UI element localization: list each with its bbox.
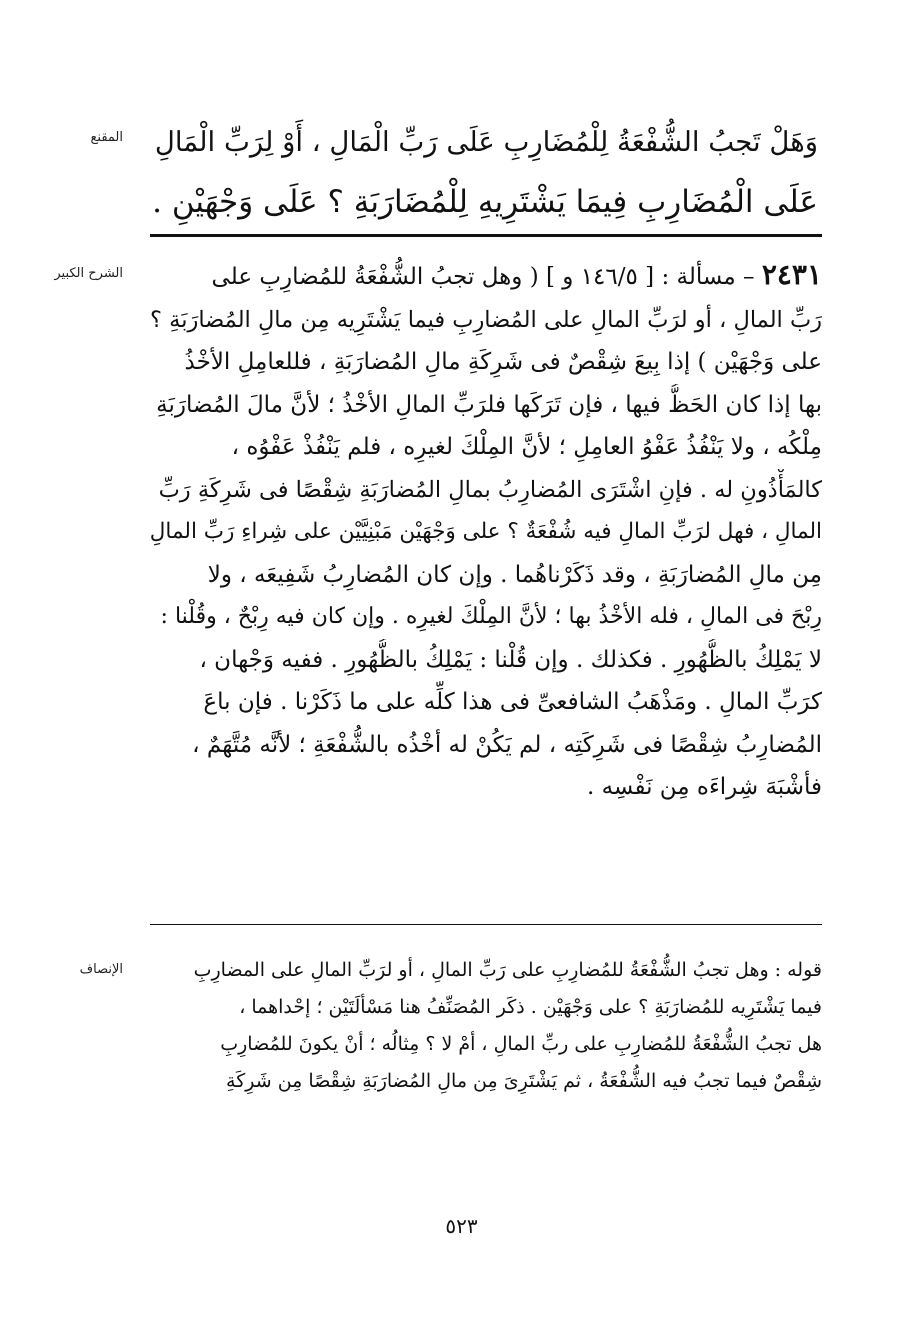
footnote-divider <box>150 924 822 925</box>
sharh-line: المُضارِبُ شِقْصًا فى شَرِكَتِه ، لم يَكُنْ له أخْذُه بالشُّفْعَةِ ؛ لأنَّه مُتَّهَمٌ ، <box>192 731 822 758</box>
insaf-line: فيما يَشْتَرِيه للمُضارَبَةِ ؟ على وَجْهَيْن . ذكَر المُصَنِّفُ هنا مَسْألَتَيْن ؛ إحْداهما ، <box>239 996 822 1018</box>
sharh-line: لا يَمْلِكُ بالظُّهُورِ . فكذلك . وإن قُلْنا : يَمْلِكُ بالظُّهُورِ . ففيه وَجْهان ، <box>199 646 822 673</box>
muqni-text <box>150 112 818 232</box>
sharh-line: المالِ ، فهل لرَبِّ المالِ فيه شُفْعَةٌ ؟ على وَجْهَيْن مَبْنِيَّيْن على شِراءِ رَبِّ المالِ <box>150 519 822 544</box>
muqni-line: وَهَلْ تَجبُ الشُّفْعَةُ لِلْمُضَارِبِ عَلَى رَبِّ الْمَالِ ، أَوْ لِرَبِّ الْمَالِ <box>154 126 818 158</box>
section-divider <box>150 234 822 237</box>
sharh-line: رَبِّ المالِ ، أو لرَبِّ المالِ على المُضارِبِ فيما يَشْتَرِيه مِن مالِ المُضارَبَةِ ؟ <box>150 306 822 333</box>
sharh-line: كالمَأْذُونِ له . فإنِ اشْتَرَى المُضارِبُ بمالِ المُضارَبَةِ شِقْصًا فى شَرِكَةِ رَبِّ <box>158 476 822 503</box>
page-number: ٥٢٣ <box>445 1214 478 1238</box>
sharh-line: مِلْكُه ، ولا يَنْفُذُ عَفْوُ العامِلِ ؛ لأنَّ المِلْكَ لغيرِه ، فلم يَنْفُذْ عَفْوُه ، <box>231 434 822 460</box>
sharh-line: – مسألة : [ ١٤٦/٥ و ] ( وهل تجبُ الشُّفْعَةُ للمُضارِبِ على <box>211 264 762 290</box>
sharh-label: الشرح الكبير <box>54 266 123 281</box>
sharh-line: مِن مالِ المُضارَبَةِ ، وقد ذَكَرْناهُما . وإن كان المُضارِبُ شَفِيعَه ، ولا <box>207 561 822 588</box>
muqni-line: عَلَى الْمُضَارِبِ فِيمَا يَشْتَرِيهِ لِلْمُضَارَبَةِ ؟ عَلَى وَجْهَيْنِ . <box>152 184 818 220</box>
insaf-line: قوله : وهل تجبُ الشُّفْعَةُ للمُضارِبِ على رَبِّ المالِ ، أو لرَبِّ المالِ على المضارِبِ <box>193 959 822 981</box>
sharh-line: فأشْبَهَ شِراءَه مِن نَفْسِه . <box>586 774 822 800</box>
insaf-line: هل تجبُ الشُّفْعَةُ للمُضارِبِ على ربِّ المالِ ، أمْ لا ؟ مِثالُه ؛ أنْ يكونَ للمُضارِبِ <box>220 1033 822 1055</box>
sharh-line: على وَجْهَيْن ) إذا بِيعَ شِقْصٌ فى شَرِكَةِ مالِ المُضارَبَةِ ، فللعامِلِ الأخْذُ <box>184 349 822 375</box>
insaf-label: الإنصاف <box>79 962 123 977</box>
sharh-line: كرَبِّ المالِ . ومَذْهَبُ الشافعىِّ فى هذا كلِّه على ما ذَكَرْنا . فإن باعَ <box>203 689 822 715</box>
insaf-text <box>150 952 822 1100</box>
sharh-line: بها إذا كان الحَظُّ فيها ، فإن تَرَكَها فلرَبِّ المالِ الأخْذُ ؛ لأنَّ مالَ المُضارَبَةِ <box>156 391 822 418</box>
muqni-label: المقنع <box>90 130 123 145</box>
sharh-first-line <box>150 254 822 299</box>
sharh-text <box>150 254 822 809</box>
sharh-line: رِبْحَ فى المالِ ، فله الأخْذُ بها ؛ لأنَّ المِلْكَ لغيرِه . وإن كان فيه رِبْحٌ ، وقُلْنا : <box>160 604 822 629</box>
issue-number: ٢٤٣١ <box>761 258 822 291</box>
insaf-line: شِقْصٌ فيما تجبُ فيه الشُّفْعَةُ ، ثم يَشْتَرِىَ مِن مالِ المُضارَبَةِ شِقْصًا مِن شَرِكَةِ <box>226 1070 822 1092</box>
